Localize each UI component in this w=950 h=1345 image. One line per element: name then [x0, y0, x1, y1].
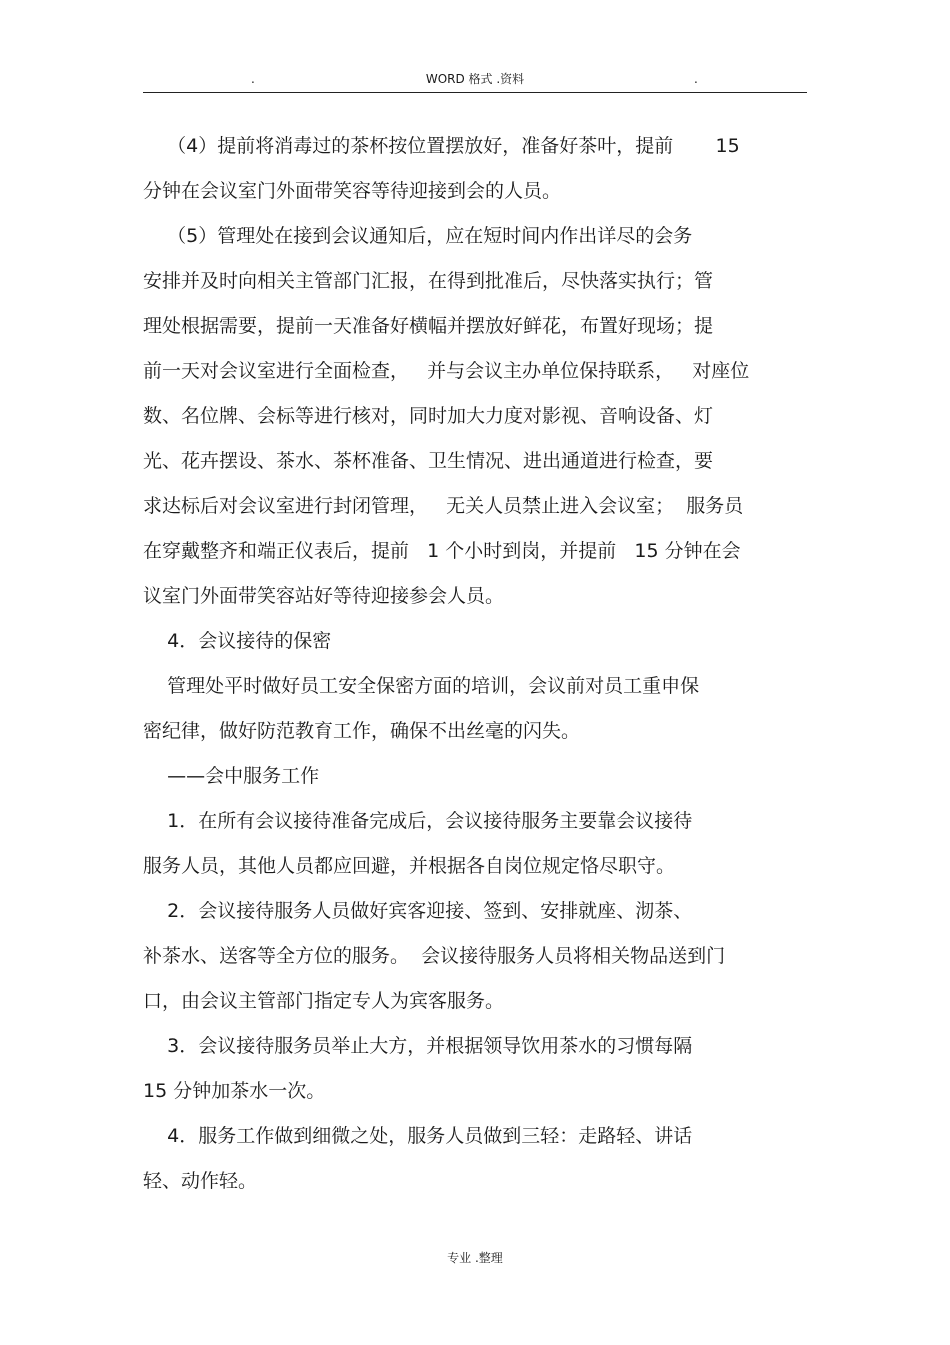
header-left-mark: .	[251, 72, 255, 86]
text-line: 口，由会议主管部门指定专人为宾客服务。	[143, 990, 505, 1012]
text-line: 管理处平时做好员工安全保密方面的培训，会议前对员工重申保	[143, 675, 700, 697]
document-body	[143, 128, 807, 1208]
text-line: 议室门外面带笑容站好等待迎接参会人员。	[143, 585, 505, 607]
text-line: 轻、动作轻。	[143, 1170, 258, 1192]
page-header	[143, 70, 807, 93]
text-line: 4．服务工作做到细微之处，服务人员做到三轻：走路轻、讲话	[143, 1125, 693, 1147]
section-heading: 4．会议接待的保密	[143, 630, 332, 652]
text-line: 数、名位牌、会标等进行核对，同时加大力度对影视、音响设备、灯	[143, 405, 714, 427]
text-line: 安排并及时向相关主管部门汇报，在得到批准后，尽快落实执行；管	[143, 270, 714, 292]
page-footer: 专业 .整理	[447, 1251, 503, 1265]
text-line: 服务人员，其他人员都应回避，并根据各自岗位规定恪尽职守。	[143, 855, 676, 877]
text-line: 在穿戴整齐和端正仪表后，提前 1 个小时到岗，并提前 15 分钟在会	[143, 540, 741, 562]
header-title: WORD 格式 .资料	[425, 72, 525, 86]
text-line: （4）提前将消毒过的茶杯按位置摆放好，准备好茶叶，提前 15	[143, 135, 740, 157]
section-heading: ——会中服务工作	[143, 765, 320, 787]
text-line: 分钟在会议室门外面带笑容等待迎接到会的人员。	[143, 180, 562, 202]
text-line: 15 分钟加茶水一次。	[143, 1080, 326, 1102]
text-line: 求达标后对会议室进行封闭管理， 无关人员禁止进入会议室； 服务员	[143, 495, 744, 517]
text-line: （5）管理处在接到会议通知后，应在短时间内作出详尽的会务	[143, 225, 693, 247]
text-line: 3．会议接待服务员举止大方，并根据领导饮用茶水的习惯每隔	[143, 1035, 693, 1057]
text-line: 密纪律，做好防范教育工作，确保不出丝毫的闪失。	[143, 720, 581, 742]
text-line: 补茶水、送客等全方位的服务。 会议接待服务人员将相关物品送到门	[143, 945, 726, 967]
text-line: 光、花卉摆设、茶水、茶杯准备、卫生情况、进出通道进行检查，要	[143, 450, 714, 472]
text-line: 前一天对会议室进行全面检查， 并与会议主办单位保持联系， 对座位	[143, 360, 750, 382]
text-line: 2．会议接待服务人员做好宾客迎接、签到、安排就座、沏茶、	[143, 900, 693, 922]
header-right-mark: .	[694, 72, 698, 86]
text-line: 理处根据需要，提前一天准备好横幅并摆放好鲜花，布置好现场；提	[143, 315, 714, 337]
text-line: 1．在所有会议接待准备完成后，会议接待服务主要靠会议接待	[143, 810, 693, 832]
